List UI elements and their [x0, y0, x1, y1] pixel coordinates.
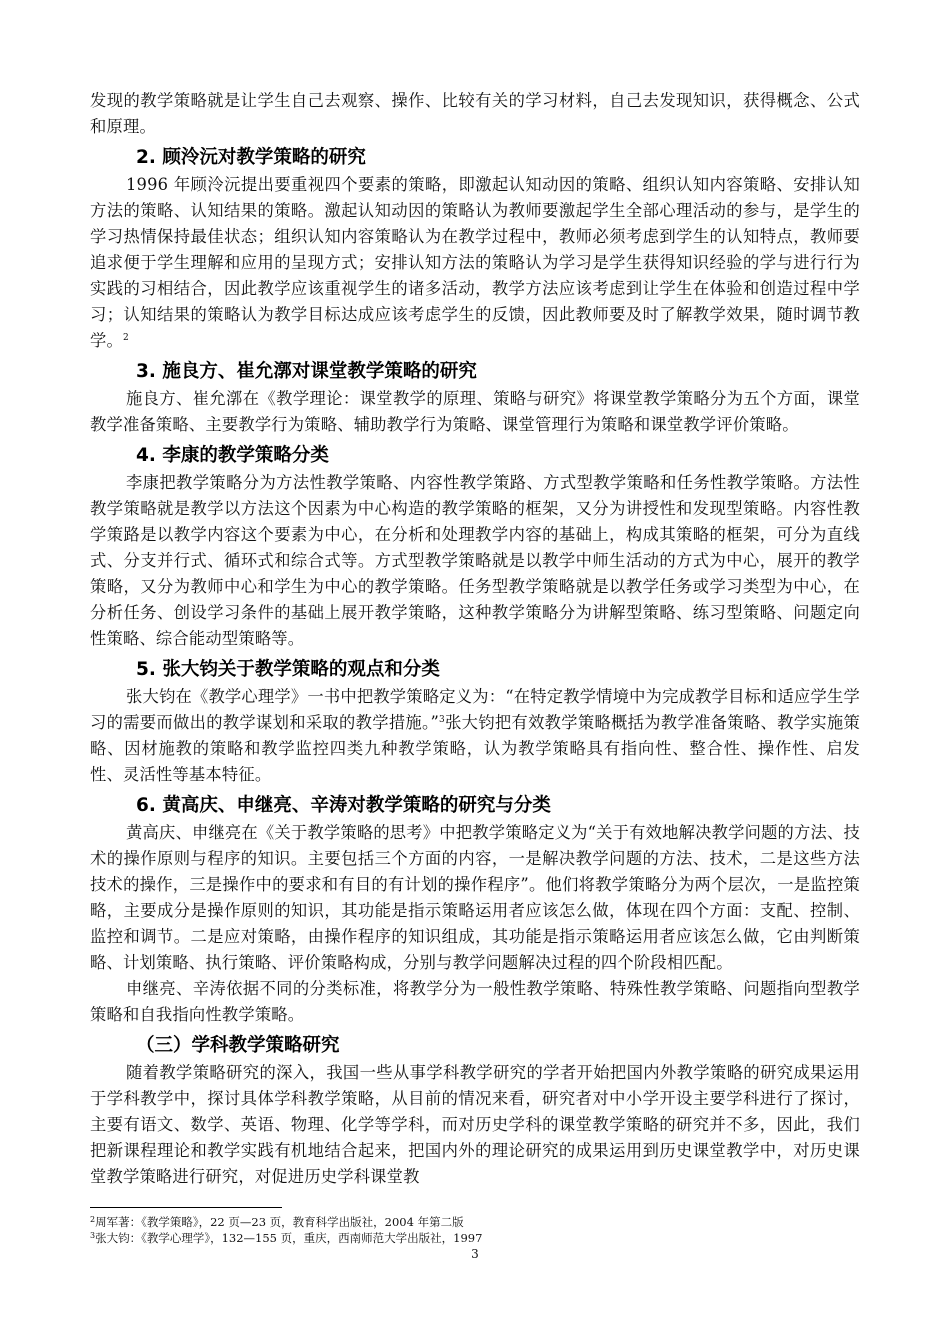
paragraph-li-kang: 李康把教学策略分为方法性教学策略、内容性教学策路、方式型教学策略和任务性教学策略。方法性教学策略就是教学以方法这个因素为中心构造的教学策略的框架，又分为讲授性和发现型策略。内容性教学策路是以教学内容这个要素为中心，在分析和处理教学内容的基础上，构成其策略的框架，可分为直线式、分支并行式、循环式和综合式等。方式型教学策略就是以教学中师生活动的方式为中心，展开的教学策略，又分为教师中心和学生为中心的教学策略。任务型教学策略就是以教学任务或学习类型为中心，在分析任务、创设学习条件的基础上展开教学策略，这种教学策略分为讲解型策略、练习型策略、问题定向性策略、综合能动型策略等。	[90, 473, 860, 648]
section-heading-zhang-dajun: 5. 张大钧关于教学策略的观点和分类	[136, 659, 440, 680]
section-heading-li-kang: 4. 李康的教学策略分类	[136, 445, 329, 466]
footnote-2: $^2$周军著：《教学策略》，22 页—23 页，教育科学出版社，2004 年第二版	[90, 1215, 464, 1229]
footnote-3: $^3$张大钧：《教学心理学》，132—155 页，重庆，西南师范大学出版社，1997	[90, 1231, 483, 1245]
footnote-ref-3[interactable]: 3	[439, 715, 445, 725]
section-heading-shi-liangfang: 3. 施良方、崔允漷对课堂教学策略的研究	[136, 361, 477, 382]
paragraph-text-a: 张大钧在《教学心理学》一书中把教学策略定义为：“在特定教学情境中为完成教学目标和适应学生学习的需要而做出的教学谋划和采取的教学措施。”	[90, 687, 860, 732]
paragraph-continued: 发现的教学策略就是让学生自己去观察、操作、比较有关的学习材料，自己去发现知识，获得概念、公式和原理。	[90, 91, 860, 136]
section-heading-gu-lingyuan: 2. 顾泠沅对教学策略的研究	[136, 147, 366, 168]
paragraph-huang-gaoqing: 黄高庆、申继亮在《关于教学策略的思考》中把教学策略定义为“关于有效地解决教学问题的方法、技术的操作原则与程序的知识。主要包括三个方面的内容，一是解决教学问题的方法、技术，二是这些方法技术的操作，三是操作中的要求和有目的有计划的操作程序”。他们将教学策略分为两个层次，一是监控策略，主要成分是操作原则的知识，其功能是指示策略运用者应该怎么做，体现在四个方面：支配、控制、监控和调节。二是应对策略，由操作程序的知识组成，其功能是指示策略运用者应该怎么做，它由判断策略、计划策略、执行策略、评价策略构成，分别与教学问题解决过程的四个阶段相匹配。	[90, 823, 860, 972]
paragraph-text: 1996 年顾泠沅提出要重视四个要素的策略，即激起认知动因的策略、组织认知内容策略、安排认知方法的策略、认知结果的策略。激起认知动因的策略认为教师要激起学生全部心理活动的参与，是学生的学习热情保持最佳状态；组织认知内容策略认为在教学过程中，教师必须考虑到学生的认知特点，教师要追求便于学生理解和应用的呈现方式；安排认知方法的策略认为学习是学生获得知识经验的学与进行行为实践的习相结合，因此教学应该重视学生的诸多活动，教学方法应该考虑到让学生在体验和创造过程中学习；认知结果的策略认为教学目标达成应该考虑学生的反馈，因此教师要及时了解教学效果，随时调节教学。	[90, 175, 860, 350]
footnotes	[90, 1214, 860, 1246]
page-number: 3	[471, 1247, 479, 1261]
footnote-separator	[90, 1207, 282, 1208]
section-heading-huang-gaoqing: 6. 黄高庆、申继亮、辛涛对教学策略的研究与分类	[136, 795, 551, 816]
page-body	[90, 88, 860, 1190]
footnote-ref-2[interactable]: 2	[122, 333, 129, 343]
paragraph-subject-strategy: 随着教学策略研究的深入，我国一些从事学科教学研究的学者开始把国内外教学策略的研究成果运用于学科教学中，探讨具体学科教学策略，从目前的情况来看，研究者对中小学开设主要学科进行了探讨，主要有语文、数学、英语、物理、化学等学科，而对历史学科的课堂教学策略的研究并不多，因此，我们把新课程理论和教学实践有机地结合起来，把国内外的理论研究的成果运用到历史课堂教学中，对历史课堂教学策略进行研究，对促进历史学科课堂教	[90, 1063, 860, 1186]
paragraph-shen-jiliang: 申继亮、辛涛依据不同的分类标准，将教学分为一般性教学策略、特殊性教学策略、问题指向型教学策略和自我指向性教学策略。	[90, 979, 860, 1024]
section-heading-subject-strategy: （三）学科教学策略研究	[136, 1035, 340, 1056]
paragraph-shi-liangfang: 施良方、崔允漷在《教学理论：课堂教学的原理、策略与研究》将课堂教学策略分为五个方面，课堂教学准备策略、主要教学行为策略、辅助教学行为策略、课堂管理行为策略和课堂教学评价策略。	[90, 389, 860, 434]
paragraph-text-b: 张大钧把有效教学策略概括为教学准备策略、教学实施策略、因材施教的策略和教学监控四类九种教学策略，认为教学策略具有指向性、整合性、操作性、启发性、灵活性等基本特征。	[90, 713, 860, 784]
paragraph-gu-lingyuan	[90, 172, 860, 354]
paragraph-zhang-dajun	[90, 684, 860, 788]
